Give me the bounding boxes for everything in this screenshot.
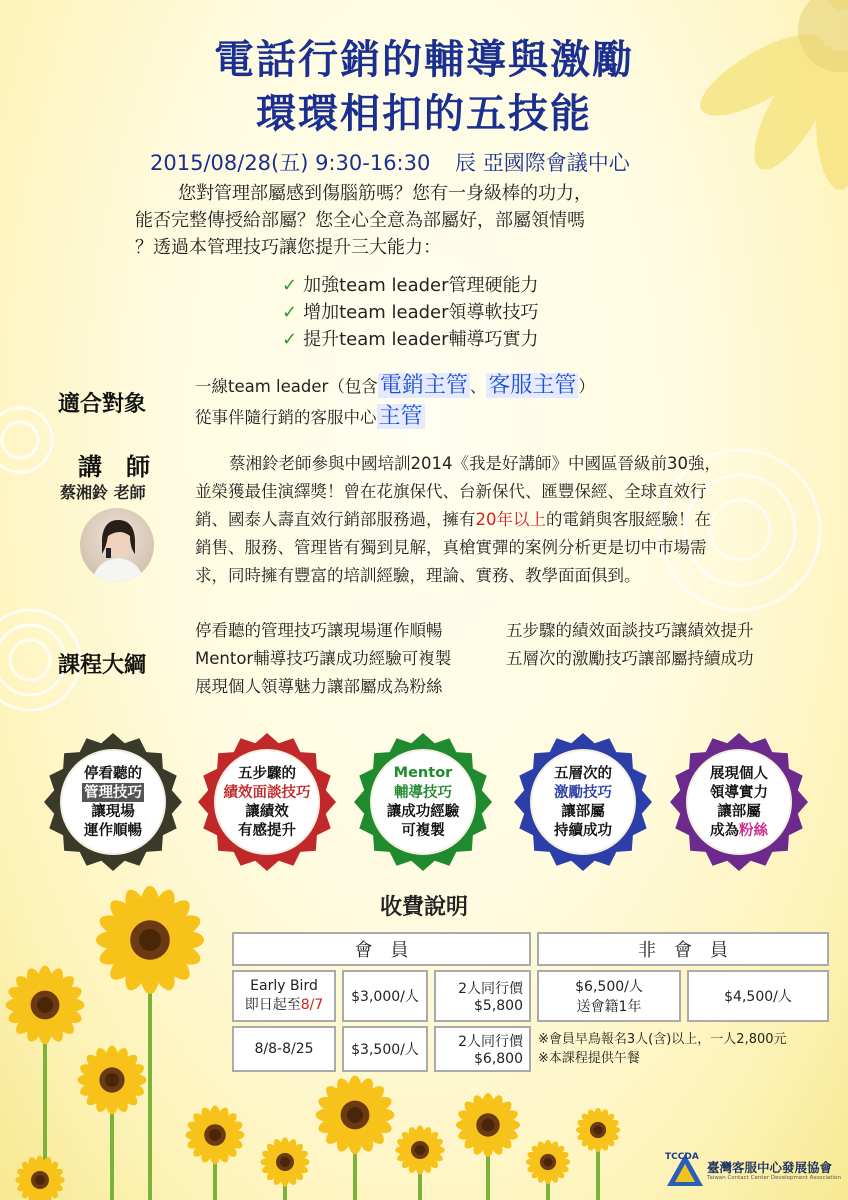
nonmember-price: $4,500/人: [687, 970, 829, 1022]
badge-line: 管理技巧: [84, 784, 142, 801]
sunflower: [316, 1076, 395, 1155]
benefit-item: [282, 272, 539, 299]
badge-line: 績效面談技巧: [223, 784, 311, 801]
outline-item: 五層次的激勵技巧讓部屬持續成功: [506, 649, 754, 668]
title-line-1: 電話行銷的輔導與激勵: [214, 37, 634, 83]
org-logo: [665, 1152, 840, 1192]
sunflower: [576, 1108, 620, 1152]
badge-line: 輔導技巧: [394, 784, 452, 801]
skill-badge: [198, 733, 336, 871]
sunflower: [78, 1046, 147, 1115]
skill-badge: [44, 733, 182, 871]
badge-line: [710, 821, 768, 840]
benefit-label: 增加team leader領導軟技巧: [303, 302, 539, 323]
benefit-item: [282, 299, 539, 326]
fee-note: ※會員早鳥報名3人(含)以上，一人2,800元: [538, 1032, 787, 1047]
check-icon: ✓: [282, 302, 298, 323]
sunflower: [6, 966, 85, 1045]
instructor-bio: [195, 450, 825, 590]
benefit-label: 提升team leader輔導巧實力: [303, 329, 539, 350]
badge-text: [670, 733, 808, 871]
pair-label: 2人同行價: [458, 981, 523, 997]
audience-text: 從事伴隨行銷的客服中心: [195, 408, 377, 427]
sunflower: [456, 1093, 520, 1157]
regular-period: 8/8-8/25: [232, 1026, 336, 1072]
nonmember-header: 非 會 員: [537, 932, 829, 966]
sunflower-field-decoration: [0, 880, 640, 1200]
bio-text: 銷、國泰人壽直效行銷部服務過，擁有: [195, 510, 476, 529]
badge-line: Mentor: [393, 765, 453, 781]
benefit-item: [282, 326, 539, 353]
fee-note: ※本課程提供午餐: [538, 1051, 640, 1066]
badge-text: [354, 733, 492, 871]
outline-heading: 課程大綱: [58, 653, 147, 678]
audience-line-2: [195, 403, 425, 432]
audience-text: 一線team leader（包含: [195, 377, 378, 396]
sunflower: [185, 1105, 244, 1164]
bio-line: 並榮獲最佳演繹獎！曾在花旗保代、台新保代、匯豐保經、全球直效行: [195, 482, 707, 501]
skill-badge: [354, 733, 492, 871]
early-bird-deadline: 8/7: [300, 997, 324, 1013]
badge-line: 讓現場: [91, 803, 135, 820]
badge-text: [198, 733, 336, 871]
badge-line: 讓部屬: [561, 803, 605, 820]
fees-heading: 收費說明: [379, 895, 468, 920]
outline-item: 五步驟的績效面談技巧讓績效提升: [506, 621, 754, 640]
pair-price: $6,800: [474, 1051, 523, 1067]
sunflower: [96, 886, 204, 994]
outline-item: 展現個人領導魅力讓部屬成為粉絲: [195, 677, 443, 696]
event-info: [150, 147, 630, 177]
audience-heading: 適合對象: [58, 392, 147, 417]
badge-line: 有感提升: [238, 822, 296, 839]
badge-text-part: 成為: [710, 822, 739, 839]
outline-item: 停看聽的管理技巧讓現場運作順暢: [195, 621, 443, 640]
early-bird-period-text: 即日起至: [244, 997, 301, 1013]
check-icon: ✓: [282, 329, 298, 350]
title-line-2: 環環相扣的五技能: [256, 91, 592, 137]
bio-line: 求，同時擁有豐富的培訓經驗，理論、實務、教學面面俱到。: [195, 566, 641, 585]
instructor-photo: [80, 508, 154, 582]
regular-price: $3,500/人: [342, 1026, 428, 1072]
sunflower: [395, 1125, 444, 1174]
nonmember-early-bonus: 送會籍1年: [576, 999, 642, 1015]
bio-line: 銷售、服務、管理皆有獨到見解，真槍實彈的案例分析更是切中市場需: [195, 538, 707, 557]
badge-line: 五層次的: [554, 765, 612, 782]
badge-line: 展現個人: [710, 765, 768, 782]
intro-line-2: 能否完整傳授給部屬？您全心全意為部屬好，部屬領情嗎: [135, 210, 585, 231]
audience-highlight: 電銷主管: [379, 373, 468, 398]
check-icon: ✓: [282, 275, 298, 296]
badge-line: 停看聽的: [84, 765, 142, 782]
audience-highlight: 主管: [378, 404, 423, 429]
badge-line: 讓績效: [245, 803, 289, 820]
event-datetime: 2015/08/28(五) 9:30-16:30: [150, 151, 431, 175]
audience-text: ）: [578, 377, 595, 396]
audience-line-1: [195, 372, 595, 401]
badge-text: [514, 733, 652, 871]
badge-text-accent: 粉絲: [739, 822, 768, 839]
sunflower: [15, 1155, 64, 1200]
badge-line: 可複製: [401, 822, 445, 839]
bio-line: [195, 506, 825, 534]
member-header: 會 員: [232, 932, 531, 966]
pair-price: $5,800: [474, 998, 523, 1014]
bio-highlight: 20年以上: [475, 510, 546, 529]
venue-icon: ⾠: [455, 151, 477, 175]
early-price: $3,000/人: [342, 970, 428, 1022]
badge-line: 運作順暢: [84, 822, 142, 839]
avatar: [80, 508, 154, 582]
nonmember-early-price-value: $6,500/人: [575, 979, 643, 995]
instructor-heading: 講 師: [78, 453, 150, 481]
audience-highlight: 客服主管: [488, 373, 577, 398]
instructor-name: 蔡湘鈴 老師: [60, 483, 146, 502]
org-abbr: TCCDA: [665, 1152, 699, 1162]
badge-text: [44, 733, 182, 871]
badge-line: 激勵技巧: [554, 784, 612, 801]
org-name-en: Taiwan Contact Center Development Association: [707, 1175, 841, 1181]
outline-item: Mentor輔導技巧讓成功經驗可複製: [195, 649, 452, 668]
badge-line: 領導實力: [710, 784, 768, 801]
org-name: 臺灣客服中心發展協會: [707, 1160, 833, 1175]
badge-line: 持續成功: [554, 822, 612, 839]
skill-badge: [670, 733, 808, 871]
intro-line-3: ？透過本管理技巧讓您提升三大能力：: [135, 237, 441, 258]
bio-text: 的電銷與客服經驗！在: [546, 510, 711, 529]
sunflower: [260, 1137, 309, 1186]
sunflower: [526, 1140, 570, 1184]
intro-line-1: 您對管理部屬感到傷腦筋嗎？您有一身級棒的功力，: [178, 183, 592, 204]
pair-label: 2人同行價: [458, 1034, 523, 1050]
skill-badge: [514, 733, 652, 871]
benefit-label: 加強team leader管理硬能力: [303, 275, 539, 296]
badge-line: 讓成功經驗: [386, 803, 460, 820]
event-venue: 亞國際會議中心: [482, 151, 630, 175]
bio-line: 蔡湘鈴老師參與中國培訓2014《我是好講師》中國區晉級前30強，: [229, 454, 721, 473]
badge-line: 讓部屬: [717, 803, 761, 820]
audience-sep: 、: [469, 377, 487, 396]
badge-line: 五步驟的: [238, 765, 296, 782]
early-bird-title: Early Bird: [250, 978, 318, 994]
